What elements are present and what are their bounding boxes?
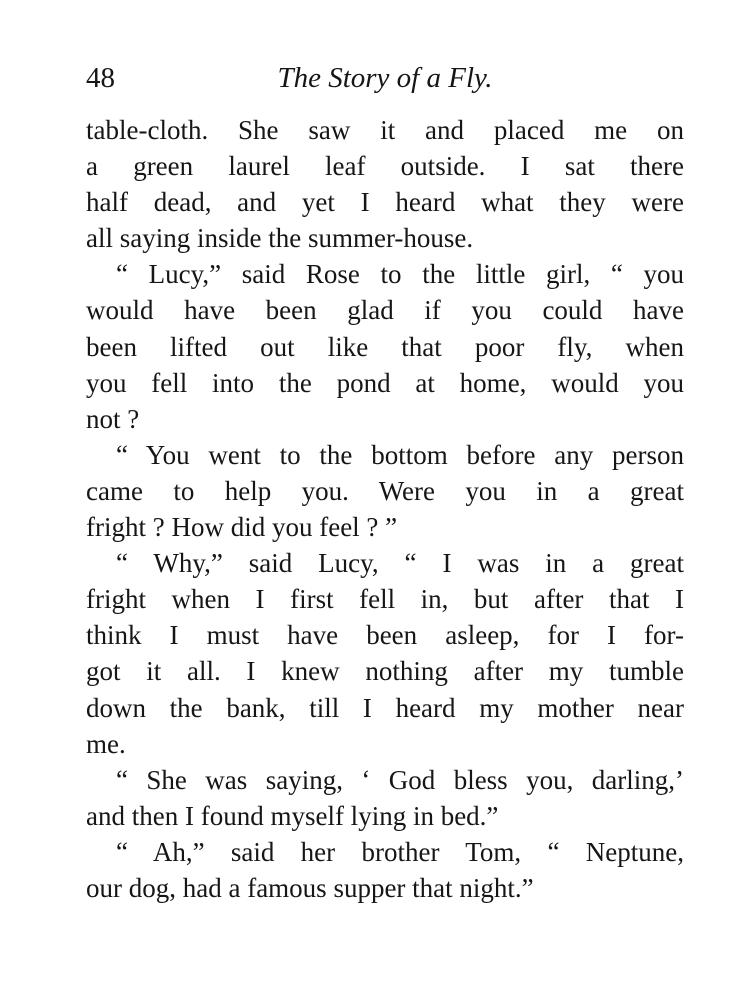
text-line: table-cloth. She saw it and placed me on [86,115,684,145]
running-head [86,58,684,98]
body-text [86,112,684,906]
text-line: down the bank, till I heard my mother near [86,692,684,723]
text-line: half dead, and yet I heard what they were [86,187,684,218]
text-line: “ Why,” said Lucy, “ I was in a great [116,548,684,579]
text-line: our dog, had a famous supper that night.” [86,872,534,903]
text-line: would have been glad if you could have [86,295,684,326]
text-line: came to help you. Were you in a great [86,475,684,506]
text-line: all saying inside the summer-house. [86,223,474,254]
text-line: me. [86,728,126,759]
book-title: The Story of a Fly. [277,62,493,94]
text-line: got it all. I knew nothing after my tumble [86,656,684,687]
text-line: been lifted out like that poor fly, when [86,331,684,362]
text-line: not ? [86,403,140,434]
text-line: “ Lucy,” said Rose to the little girl, “ you [116,259,684,290]
text-line: “ You went to the bottom before any person [116,439,684,470]
page-number: 48 [86,62,115,94]
text-line: you fell into the pond at home, would you [86,367,684,398]
text-line: fright ? How did you feel ? ” [86,512,398,543]
text-line: “ Ah,” said her brother Tom, “ Neptune, [116,836,684,867]
text-line: think I must have been asleep, for I for- [86,620,684,651]
text-line: a green laurel leaf outside. I sat there [86,151,684,182]
text-line: “ She was saying, ‘ God bless you, darling,’ [116,764,684,795]
text-line: and then I found myself lying in bed.” [86,800,499,831]
text-line: fright when I first fell in, but after that I [86,584,684,615]
